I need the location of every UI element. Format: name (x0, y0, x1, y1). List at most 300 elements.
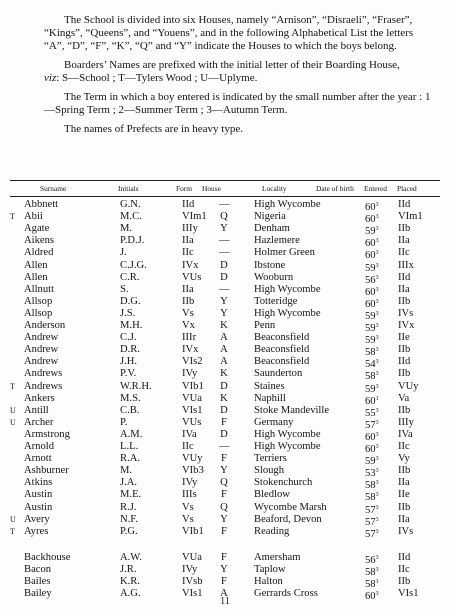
entered-term: 3 (375, 274, 379, 281)
entered-term: 3 (375, 323, 379, 329)
placed: Vy (398, 453, 410, 465)
entered-term: 3 (375, 238, 379, 245)
form: VIs1 (182, 404, 203, 416)
initials: J.A. (120, 477, 138, 489)
entered-year: 60 (365, 444, 376, 455)
entered-term: 3 (375, 456, 379, 463)
table-row (0, 284, 450, 296)
surname: Andrew (24, 332, 59, 344)
initials: A.W. (120, 551, 142, 563)
initials: S. (120, 283, 129, 295)
locality: Wooburn (254, 271, 294, 283)
form: IIa (182, 235, 194, 247)
entered-year: 59 (365, 335, 376, 347)
locality: Staines (254, 380, 285, 392)
placed: IVs (398, 525, 414, 537)
form: IIIs (182, 489, 197, 501)
form: IVx (182, 344, 199, 356)
entered-year: 60 (365, 250, 376, 262)
entered-term: 3 (375, 431, 379, 438)
entered-year: 60 (365, 202, 376, 213)
header-surname: Surname (40, 184, 67, 193)
initials: R.J. (120, 501, 137, 513)
table-row (0, 514, 450, 526)
surname: Allsop (24, 295, 53, 307)
house: A (220, 588, 228, 600)
surname: Aikens (24, 235, 55, 247)
entered-term: 3 (375, 516, 379, 523)
surname: Austin (24, 489, 53, 501)
house: Y (220, 307, 228, 319)
header-house: House (202, 184, 221, 193)
locality: Beaford, Devon (254, 513, 322, 525)
entered-term: 3 (375, 347, 379, 354)
table-row (0, 356, 450, 371)
placed: IIa (398, 477, 410, 489)
entered-term: 3 (375, 468, 379, 475)
table-row (0, 235, 450, 250)
form: IVy (182, 477, 198, 489)
table-row (0, 489, 450, 504)
table-top-rule (10, 180, 440, 181)
house: Q (220, 211, 228, 223)
initials: R.A. (120, 453, 141, 465)
table-row (0, 453, 450, 468)
initials: W.R.H. (120, 380, 152, 392)
placed: IIc (398, 247, 410, 259)
surname: Agate (24, 223, 50, 235)
table-row (0, 417, 450, 429)
entered-year: 57 (365, 419, 376, 431)
table-row (0, 502, 450, 514)
locality: Amersham (254, 551, 301, 563)
header-entered: Entered (364, 184, 387, 193)
locality: High Wycombe (254, 307, 321, 319)
house: D (220, 259, 228, 271)
locality: Ibstone (254, 259, 286, 271)
surname: Bailes (24, 576, 51, 587)
locality: Taplow (254, 563, 286, 575)
surname: Bailey (24, 588, 52, 600)
entered-term: 3 (375, 310, 379, 317)
surname: Abii (24, 211, 43, 223)
initials: N.F. (120, 513, 138, 525)
table-row (0, 344, 450, 359)
house: K (220, 368, 228, 380)
entered-term: 3 (375, 566, 379, 573)
form: IIa (182, 283, 194, 295)
table-row (0, 272, 450, 284)
form: VUa (182, 551, 203, 563)
locality: Holmer Green (254, 247, 315, 259)
placed: IVx (398, 320, 415, 331)
initials: J. (120, 247, 127, 259)
form: VUa (182, 392, 203, 404)
table-header (0, 182, 450, 196)
entered-term: 3 (375, 492, 379, 499)
initials: K.R. (120, 576, 141, 587)
entered-year: 60 (365, 395, 376, 407)
initials: M.E. (120, 489, 142, 501)
entered-year: 57 (365, 504, 376, 516)
house: Q (220, 501, 228, 513)
entered (365, 526, 379, 541)
placed: IIb (398, 368, 411, 380)
initials: J.S. (120, 307, 136, 319)
initials: M. (120, 223, 133, 235)
entered-term: 3 (375, 528, 379, 535)
locality: Nigeria (254, 211, 286, 223)
surname: Atkins (24, 477, 53, 489)
initials: C.R. (120, 271, 140, 283)
placed: IVa (398, 428, 413, 440)
introduction (44, 14, 436, 136)
entered-term: 3 (375, 407, 379, 414)
surname: Aldred (24, 247, 54, 259)
table-row (0, 429, 450, 441)
entered-term: 3 (375, 504, 379, 511)
house: Y (220, 563, 228, 575)
locality: Wycombe Marsh (254, 501, 327, 513)
entered-year: 60 (365, 286, 376, 298)
house: Y (220, 223, 228, 235)
initials: G.N. (120, 199, 141, 210)
house: F (221, 453, 227, 465)
initials: A.M. (120, 428, 143, 440)
surname: Allen (24, 271, 48, 283)
placed: IIb (398, 576, 411, 587)
entered-year: 59 (365, 383, 376, 395)
table-row (0, 465, 450, 480)
surname: Anderson (24, 320, 66, 331)
placed: VUy (398, 380, 419, 392)
locality: High Wycombe (254, 199, 321, 210)
placed: Va (398, 392, 410, 404)
table-header-rule (10, 196, 440, 197)
initials: C.J.G. (120, 259, 147, 271)
table-row (0, 368, 450, 383)
placed: IIe (398, 489, 410, 501)
locality: Beaconsfield (254, 332, 310, 344)
house: F (221, 551, 227, 563)
entered-term: 3 (375, 591, 379, 598)
header-placed: Placed (397, 184, 417, 193)
placed: IIa (398, 283, 410, 295)
entered-term: 3 (375, 444, 379, 450)
form: Vs (182, 501, 194, 513)
table-row (0, 211, 450, 226)
surname: Ankers (24, 392, 55, 404)
form: IId (182, 199, 195, 210)
entered-term: 3 (375, 335, 379, 342)
entered-term: 1 (375, 395, 379, 402)
entered-year: 58 (365, 347, 376, 359)
page-number: 11 (220, 596, 230, 607)
locality: Hazlemere (254, 235, 300, 247)
locality: Germany (254, 416, 294, 428)
table-row (0, 320, 450, 332)
entered-year: 59 (365, 323, 376, 334)
form: IIIr (182, 332, 197, 344)
initials: M.H. (120, 320, 143, 331)
locality: Saunderton (254, 368, 303, 380)
placed: VIs1 (398, 588, 419, 600)
initials: M.C. (120, 211, 142, 223)
entered-term: 1 (375, 579, 379, 585)
boarding-house-prefix: T (10, 212, 16, 222)
table-row (0, 441, 450, 453)
form: IVy (182, 563, 198, 575)
placed: IIb (398, 465, 411, 477)
house: F (221, 416, 227, 428)
entered-year: 59 (365, 310, 376, 322)
locality: Beaconsfield (254, 356, 310, 368)
intro-boarders-text: Boarders’ Names are prefixed with the initial letter of their Boarding House, (64, 59, 400, 71)
boarding-house-prefix: U (10, 405, 16, 415)
entered-term: 3 (375, 359, 379, 366)
locality: Totteridge (254, 295, 298, 307)
entered-term: 3 (375, 226, 379, 233)
house: A (220, 356, 228, 368)
house: F (221, 576, 227, 587)
initials: D.G. (120, 295, 141, 307)
placed: IIc (398, 441, 410, 452)
intro-prefects-paragraph: The names of Prefects are in heavy type. (64, 123, 243, 135)
house: A (220, 332, 228, 344)
house: D (220, 404, 228, 416)
locality: Stokenchurch (254, 477, 313, 489)
table-row (0, 332, 450, 347)
surname: Andrew (24, 356, 59, 368)
initials: P.D.J. (120, 235, 145, 247)
locality: Halton (254, 576, 283, 587)
initials: P.G. (120, 525, 138, 537)
house: F (221, 489, 227, 501)
initials: J.R. (120, 563, 137, 575)
surname: Archer (24, 416, 54, 428)
table-row (0, 393, 450, 405)
intro-term-paragraph: The Term in which a boy entered is indicated by the small number after the year : 1—Spring Term ; 2—Summer Term ; 3—Autumn Term. (44, 91, 431, 116)
surname: Ayres (24, 525, 49, 537)
placed: IId (398, 551, 411, 563)
entered-year: 55 (365, 407, 376, 419)
house: F (221, 525, 227, 537)
initials: L.L. (120, 441, 139, 452)
house: D (220, 271, 228, 283)
table-row (0, 564, 450, 576)
house: Y (220, 465, 228, 477)
locality: High Wycombe (254, 428, 321, 440)
entered-year: 58 (365, 492, 376, 504)
house: Q (220, 477, 228, 489)
entered-year: 53 (365, 468, 376, 480)
entered-year: 56 (365, 274, 376, 286)
intro-boarders-key: : S—School ; T—Tylers Wood ; U—Uplyme. (56, 72, 258, 84)
placed: IIc (398, 563, 410, 575)
intro-houses-paragraph: The School is divided into six Houses, namely “Arnison”, “Disraeli”, “Fraser”, “Kings”, “Queens”, and “Youens”, and in the following Alphabetical List the letters “A”, “D”, “F”, “K”, “Q” and “Y” indicate the Houses to which the boys belong. (44, 14, 414, 52)
locality: Denham (254, 223, 290, 235)
form: VIb1 (182, 380, 204, 392)
entered-year: 57 (365, 516, 376, 528)
surname: Arnott (24, 453, 52, 465)
initials: M. (120, 465, 133, 477)
form: IIIy (182, 223, 198, 235)
form: IVx (182, 259, 199, 271)
initials: C.B. (120, 404, 140, 416)
initials: C.J. (120, 332, 137, 344)
surname: Arnold (24, 441, 55, 452)
surname: Austin (24, 501, 53, 513)
entered-year: 60 (365, 591, 376, 603)
surname: Antill (24, 404, 49, 416)
entered-year: 60 (365, 238, 376, 250)
placed: IId (398, 199, 411, 210)
entered-year: 60 (365, 431, 376, 443)
boarding-house-prefix: T (10, 526, 16, 536)
placed: IIe (398, 332, 410, 344)
entered-term: 3 (375, 202, 379, 208)
entered-year: 60 (365, 298, 376, 310)
placed: VIm1 (398, 211, 423, 223)
surname: Bacon (24, 563, 52, 575)
form: VIm1 (182, 211, 207, 223)
table-row (0, 477, 450, 492)
form: Vs (182, 513, 194, 525)
entered-term: 3 (375, 383, 379, 390)
placed: IIb (398, 295, 411, 307)
form: IIc (182, 247, 194, 259)
locality: Reading (254, 525, 290, 537)
table-row (0, 308, 450, 320)
placed: IId (398, 356, 411, 368)
entered-year: 59 (365, 226, 376, 238)
surname: Backhouse (24, 551, 71, 563)
form: VUs (182, 416, 202, 428)
locality: High Wycombe (254, 441, 321, 452)
table-row (0, 405, 450, 417)
entered-term: 3 (375, 419, 379, 426)
locality: Stoke Mandeville (254, 404, 330, 416)
intro-viz: viz (44, 72, 57, 84)
entered-year: 56 (365, 554, 376, 566)
entered-term: 3 (375, 298, 379, 305)
form: IVa (182, 428, 197, 440)
house: — (219, 235, 230, 247)
header-locality: Locality (262, 184, 287, 193)
table-row (0, 260, 450, 272)
surname: Allnutt (24, 283, 55, 295)
form: VIs1 (182, 588, 203, 600)
surname: Ashburner (24, 465, 69, 477)
house: Y (220, 295, 228, 307)
surname: Andrews (24, 368, 63, 380)
house: D (220, 428, 228, 440)
locality: Terriers (254, 453, 287, 465)
initials: P. (120, 416, 128, 428)
header-initials: Initials (118, 184, 139, 193)
entered-term: 3 (375, 286, 379, 293)
form: VIs2 (182, 356, 203, 368)
initials: J.H. (120, 356, 138, 368)
locality: Bledlow (254, 489, 290, 501)
placed: IIb (398, 501, 411, 513)
entered-year: 60 (365, 214, 376, 226)
entered-term: 3 (375, 371, 379, 378)
initials: D.R. (120, 344, 141, 356)
entered-year: 54 (365, 359, 376, 371)
house: D (220, 380, 228, 392)
table-row (0, 199, 450, 211)
form: VIb1 (182, 525, 204, 537)
entered-term: 3 (375, 214, 379, 221)
entered-term: 3 (375, 554, 379, 561)
surname: Andrews (24, 380, 63, 392)
table-row (0, 381, 450, 393)
house: — (219, 247, 230, 259)
table-row (0, 247, 450, 262)
entered-year: 57 (365, 528, 376, 540)
house: K (220, 392, 228, 404)
entered-year: 58 (365, 371, 376, 383)
form: IIb (182, 295, 195, 307)
placed: IIa (398, 513, 410, 525)
locality: Beaconsfield (254, 344, 310, 356)
locality: Slough (254, 465, 285, 477)
form: IVsb (182, 576, 203, 587)
entered-term: 3 (375, 480, 379, 487)
form: VUs (182, 271, 202, 283)
entered-term: 3 (375, 250, 379, 257)
placed: IId (398, 271, 411, 283)
boarding-house-prefix: T (10, 381, 16, 391)
entered-year: 58 (365, 566, 376, 578)
entered-year: 58 (365, 480, 376, 492)
house: A (220, 344, 228, 356)
placed: IIb (398, 223, 411, 235)
form: VIb3 (182, 465, 204, 477)
placed: IIa (398, 235, 410, 247)
placed: IIIx (398, 259, 414, 271)
locality: High Wycombe (254, 283, 321, 295)
initials: A.G. (120, 588, 141, 600)
locality: Naphill (254, 392, 286, 404)
header-form: Form (176, 184, 193, 193)
placed: IIb (398, 344, 411, 356)
house: — (219, 283, 230, 295)
form: VUy (182, 453, 203, 465)
surname: Armstrong (24, 428, 70, 440)
table-row (0, 526, 450, 538)
entered-year: 58 (365, 579, 376, 590)
placed: IVs (398, 307, 414, 319)
form: Vs (182, 307, 194, 319)
house: — (219, 199, 230, 210)
entered-year: 59 (365, 262, 376, 274)
house: K (220, 320, 228, 331)
table-row (0, 296, 450, 308)
boarding-house-prefix: U (10, 514, 16, 524)
table-row (0, 552, 450, 564)
house: — (219, 441, 230, 452)
form: IIc (182, 441, 194, 452)
locality: Gerrards Cross (254, 588, 318, 600)
surname: Andrew (24, 344, 59, 356)
form: IVy (182, 368, 198, 380)
locality: Penn (254, 320, 276, 331)
intro-boarders-paragraph (44, 59, 436, 85)
placed: IIIy (398, 416, 414, 428)
boarding-house-prefix: U (10, 417, 16, 427)
